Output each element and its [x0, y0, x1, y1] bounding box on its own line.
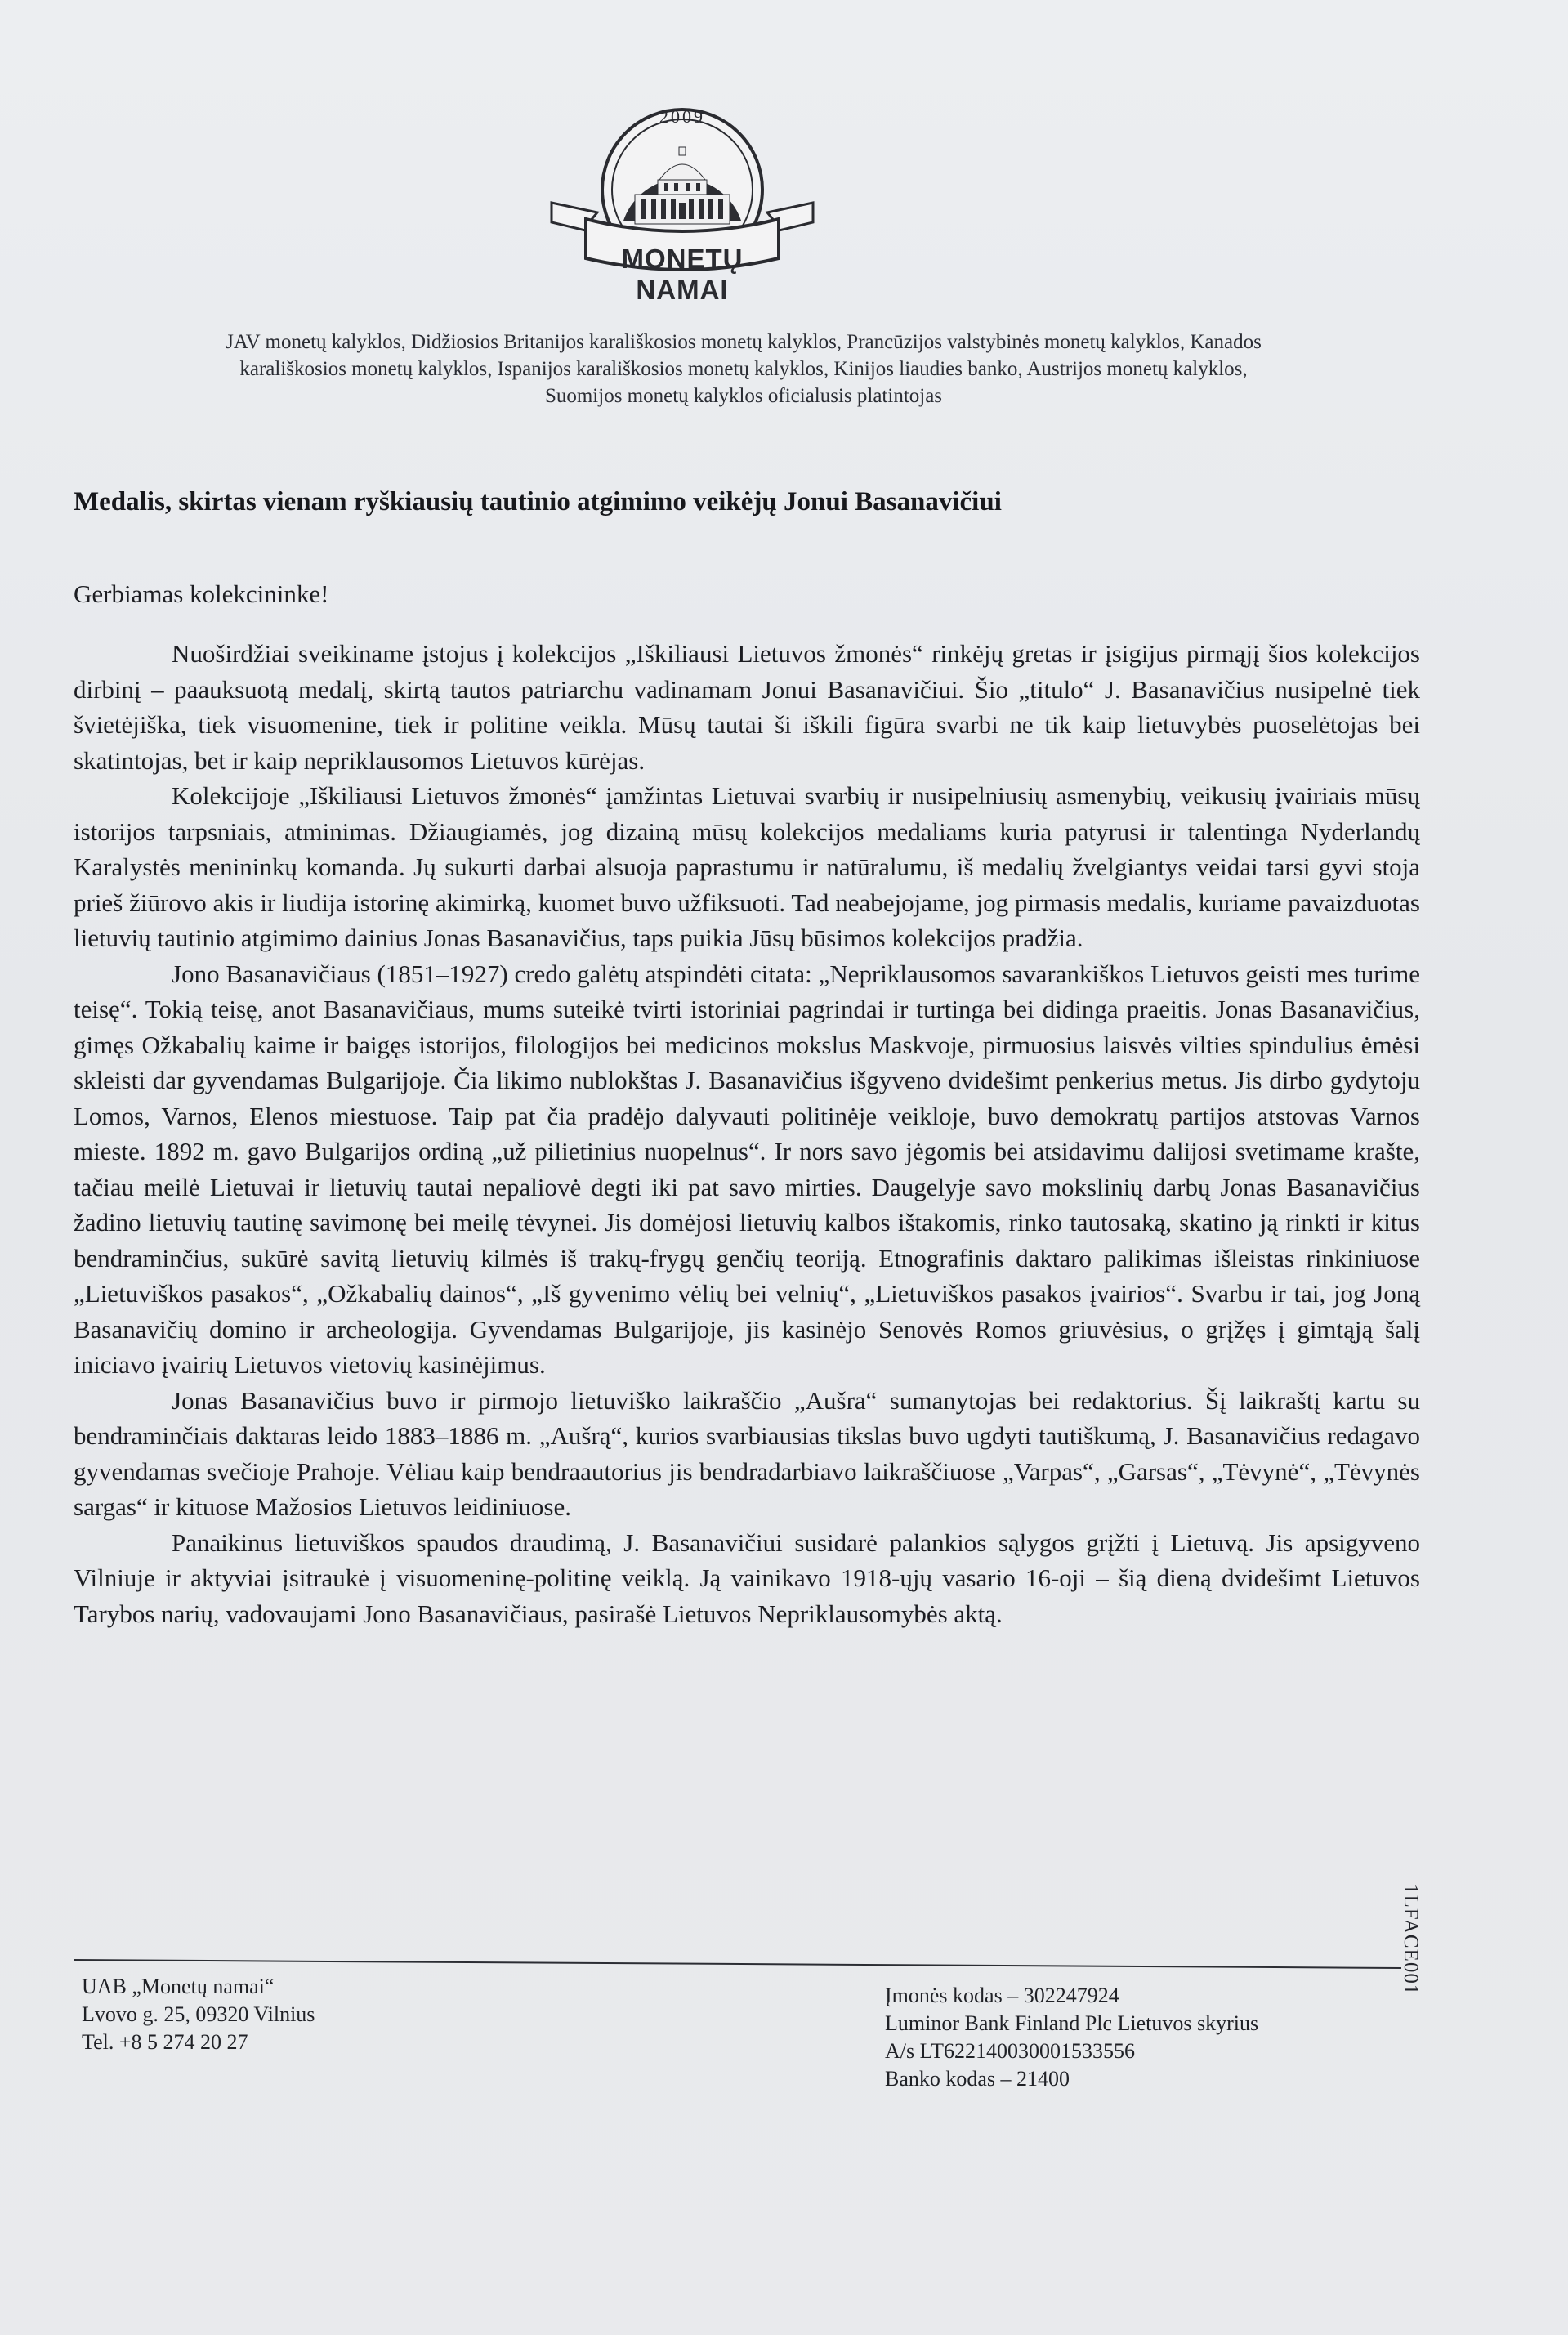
distributor-line: karališkosios monetų kalyklos, Ispanijos karališkosios monetų kalyklos, Kinijos liaudies banko, Austrijos monetų kalyklos, — [239, 358, 1248, 380]
logo-year: 2009 — [659, 106, 705, 127]
document-code: 1LFACE001 — [1400, 1884, 1422, 1996]
monetu-namai-logo — [519, 98, 846, 311]
footer-divider — [74, 1959, 1401, 1969]
bank-name: Luminor Bank Finland Plc Lietuvos skyrius — [885, 2011, 1259, 2035]
company-address: Lvovo g. 25, 09320 Vilnius — [82, 2002, 315, 2026]
footer-company-address — [82, 1973, 315, 2056]
bank-account: A/s LT622140030001533556 — [885, 2039, 1135, 2063]
greeting: Gerbiamas kolekcininke! — [74, 579, 329, 608]
letter-body — [74, 636, 1420, 1631]
body-paragraph: Panaikinus lietuviškos spaudos draudimą, J. Basanavičiui susidarė palankios sąlygos grįžti į Lietuvą. Jis apsigyveno Vilniuje ir aktyviai įsitraukė į visuomeninę-politinę veiklą. Ją vainikavo 1918-ųjų vasario 16-oji – šią dieną dvidešimt Lietuvos Tarybos narių, vadovaujami Jono Basanavičiaus, pasirašė Lietuvos Nepriklausomybės aktą. — [74, 1528, 1420, 1628]
logo-wordmark: MONETŲ NAMAI — [621, 244, 744, 305]
official-distributor-notice — [82, 329, 1405, 409]
company-phone: Tel. +8 5 274 20 27 — [82, 2030, 248, 2054]
company-name: UAB „Monetų namai“ — [82, 1975, 275, 1998]
body-paragraph: Kolekcijoje „Iškiliausi Lietuvos žmonės“ įamžintas Lietuvai svarbių ir nusipelniusių asmenybių, veikusių įvairiais mūsų istorijos tarpsniais, atminimas. Džiaugiamės, jog dizainą mūsų kolekcijos medaliams kuria patyrusi ir talentinga Nyderlandų Karalystės menininkų komanda. Jų sukurti darbai alsuoja paprastumu ir natūralumu, iš medalių žvelgiantys veidai tarsi gyvi stoja prieš žiūrovo akis ir liudija istorinę akimirką, kuomet buvo užfiksuoti. Tad neabejojame, jog pirmasis medalis, kuriame pavaizduotas lietuvių tautinio atgimimo dainius Jonas Basanavičius, taps puikia Jūsų būsimos kolekcijos pradžia. — [74, 781, 1420, 952]
body-paragraph: Jono Basanavičiaus (1851–1927) credo galėtų atspindėti citata: „Nepriklausomos savarankiškos Lietuvos geisti mes turime teisę“. Tokią teisę, anot Basanavičiaus, mums suteikė tvirti istoriniai pagrindai ir turtinga bei didinga praeitis. Jonas Basanavičius, gimęs Ožkabalių kaime ir baigęs istorijos, filologijos bei medicinos mokslus Maskvoje, pirmuosius laisvės vilties spindulius ėmėsi skleisti dar gyvendamas Bulgarijoje. Čia likimo nublokštas J. Basanavičius išgyveno dvidešimt penkerius metus. Jis dirbo gydytoju Lomos, Varnos, Elenos miestuose. Taip pat čia pradėjo dalyvauti politinėje veikloje, buvo demokratų partijos atstovas Varnos mieste. 1892 m. gavo Bulgarijos ordiną „už pilietinius nuopelnus“. Ir nors savo jėgomis bei atsidavimu dalijosi svetimame krašte, tačiau meilė Lietuvai ir lietuvių tautai nepaliovė degti iki pat savo mirties. Daugelyje savo mokslinių darbų Jonas Basanavičius žadino lietuvių tautinę savimonę bei meilę tėvynei. Jis domėjosi lietuvių kalbos ištakomis, rinko tautosaką, skatino ją rinkti ir kitus bendraminčius, sukūrė savitą lietuvių kilmės iš trakų-frygų genčių teoriją. Etnografinis daktaro palikimas išleistas rinkiniuose „Lietuviškos pasakos“, „Ožkabalių dainos“, „Iš gyvenimo vėlių bei velnių“, „Lietuviškos pasakos įvairios“. Svarbu ir tai, jog Joną Basanavičių domino ir archeologija. Gyvendamas Bulgarijoje, jis kasinėjo Senovės Romos griuvėsius, o grįžęs į gimtąją šalį iniciavo įvairių Lietuvos vietovių kasinėjimus. — [74, 959, 1420, 1379]
company-code: Įmonės kodas – 302247924 — [885, 1984, 1119, 2007]
letter-title: Medalis, skirtas vienam ryškiausių tautinio atgimimo veikėjų Jonui Basanavičiui — [74, 487, 1002, 517]
distributor-line: Suomijos monetų kalyklos oficialusis platintojas — [544, 385, 943, 407]
bank-code: Banko kodas – 21400 — [885, 2067, 1070, 2091]
distributor-line: JAV monetų kalyklos, Didžiosios Britanijos karališkosios monetų kalyklos, Prancūzijos valstybinės monetų kalyklos, Kanados — [226, 331, 1262, 353]
body-paragraph: Jonas Basanavičius buvo ir pirmojo lietuviško laikraščio „Aušra“ sumanytojas bei redaktorius. Šį laikraštį kartu su bendraminčiais daktaras leido 1883–1886 m. „Aušrą“, kurios svarbiausias tikslas buvo ugdyti tautiškumą, J. Basanavičius redagavo gyvendamas svečioje Prahoje. Vėliau kaip bendraautorius jis bendradarbiavo laikraščiuose „Varpas“, „Garsas“, „Tėvynė“, „Tėvynės sargas“ ir kituose Mažosios Lietuvos leidiniuose. — [74, 1385, 1420, 1521]
body-paragraph: Nuoširdžiai sveikiname įstojus į kolekcijos „Iškiliausi Lietuvos žmonės“ rinkėjų gretas ir įsigijus pirmąjį šios kolekcijos dirbinį – paauksuotą medalį, skirtą tautos patriarchu vadinamam Jonui Basanavičiui. Šio „titulo“ J. Basanavičius nusipelnė tiek švietėjiška, tiek visuomenine, tiek ir politine veikla. Mūsų tautai ši iškili figūra svarbi ne tik kaip lietuvybės puoselėtojas bei skatintojas, bet ir kaip nepriklausomos Lietuvos kūrėjas. — [74, 639, 1420, 775]
footer-bank-details — [885, 1982, 1258, 2093]
